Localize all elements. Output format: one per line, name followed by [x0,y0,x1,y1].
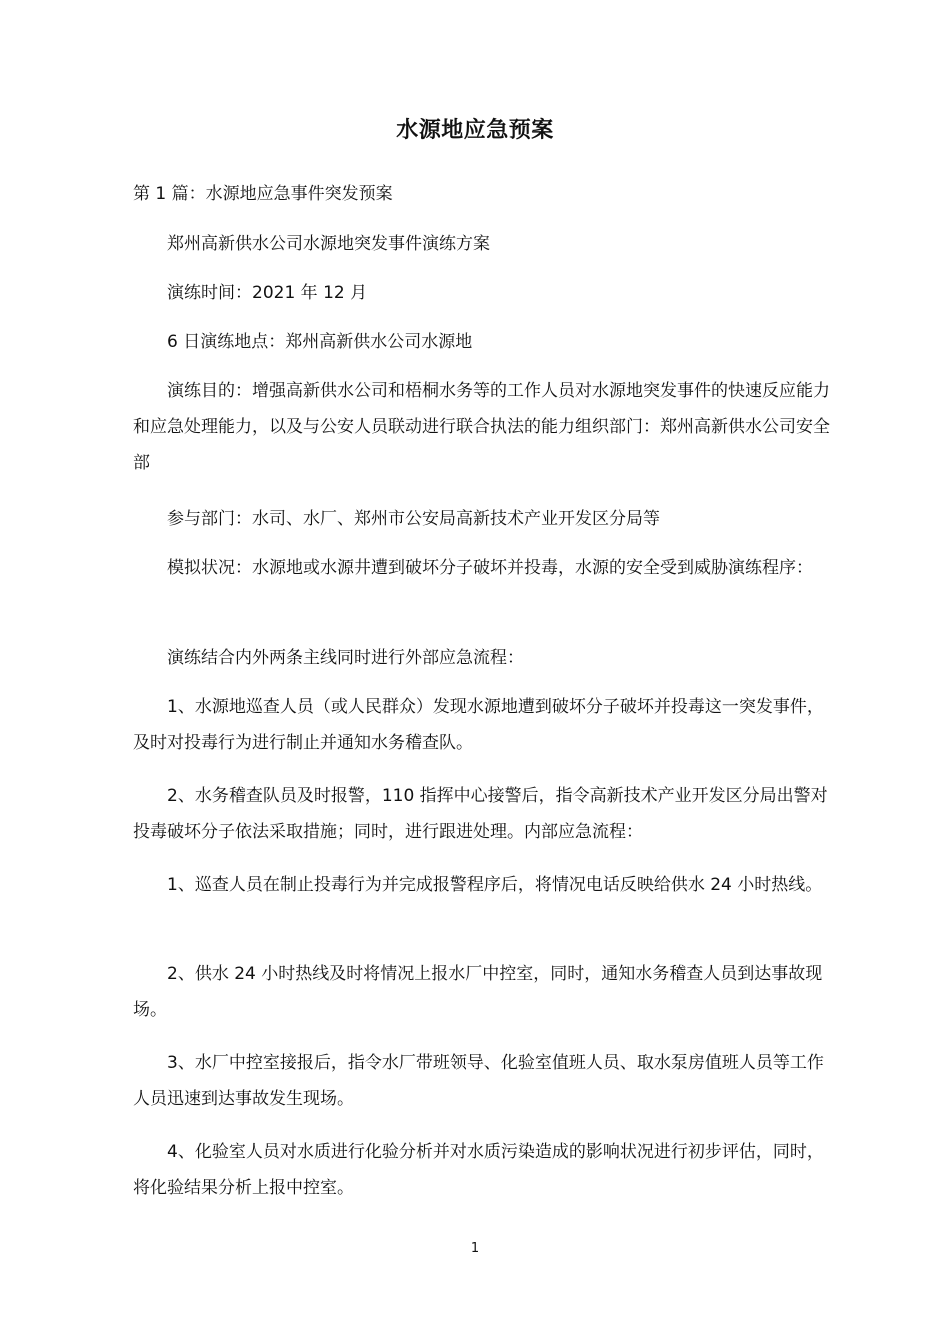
paragraph-scenario: 模拟状况：水源地或水源井遭到破坏分子破坏并投毒，水源的安全受到威胁演练程序： [167,558,813,578]
paragraph-drill-time: 演练时间：2021 年 12 月 [167,283,368,303]
paragraph-internal-step-3: 3、水厂中控室接报后，指令水厂带班领导、化验室值班人员、取水泵房值班人员等工作人员迅速到达事故发生现场。 [133,1053,824,1109]
document-title: 水源地应急预案 [396,118,554,143]
paragraph-external-step-1: 1、水源地巡查人员（或人民群众）发现水源地遭到破坏分子破坏并投毒这一突发事件，及时对投毒行为进行制止并通知水务稽查队。 [133,697,824,753]
paragraph-drill-process: 演练结合内外两条主线同时进行外部应急流程： [167,648,524,668]
paragraph-internal-step-4: 4、化验室人员对水质进行化验分析并对水质污染造成的影响状况进行初步评估，同时，将化验结果分析上报中控室。 [133,1142,824,1198]
paragraph-section-heading: 第 1 篇：水源地应急事件突发预案 [133,184,393,204]
paragraph-participants: 参与部门：水司、水厂、郑州市公安局高新技术产业开发区分局等 [167,509,660,529]
paragraph-internal-step-1: 1、巡查人员在制止投毒行为并完成报警程序后，将情况电话反映给供水 24 小时热线。 [167,875,823,895]
paragraph-internal-step-2: 2、供水 24 小时热线及时将情况上报水厂中控室，同时，通知水务稽查人员到达事故现场。 [133,964,823,1020]
paragraph-external-step-2: 2、水务稽查队员及时报警，110 指挥中心接警后，指令高新技术产业开发区分局出警对投毒破坏分子依法采取措施；同时，进行跟进处理。内部应急流程： [133,786,828,842]
paragraph-plan-title: 郑州高新供水公司水源地突发事件演练方案 [167,234,490,254]
paragraph-drill-location: 6 日演练地点：郑州高新供水公司水源地 [167,332,473,352]
paragraph-drill-purpose: 演练目的：增强高新供水公司和梧桐水务等的工作人员对水源地突发事件的快速反应能力和应急处理能力，以及与公安人员联动进行联合执法的能力组织部门：郑州高新供水公司安全部 [133,381,830,473]
page-number: 1 [470,1241,480,1256]
